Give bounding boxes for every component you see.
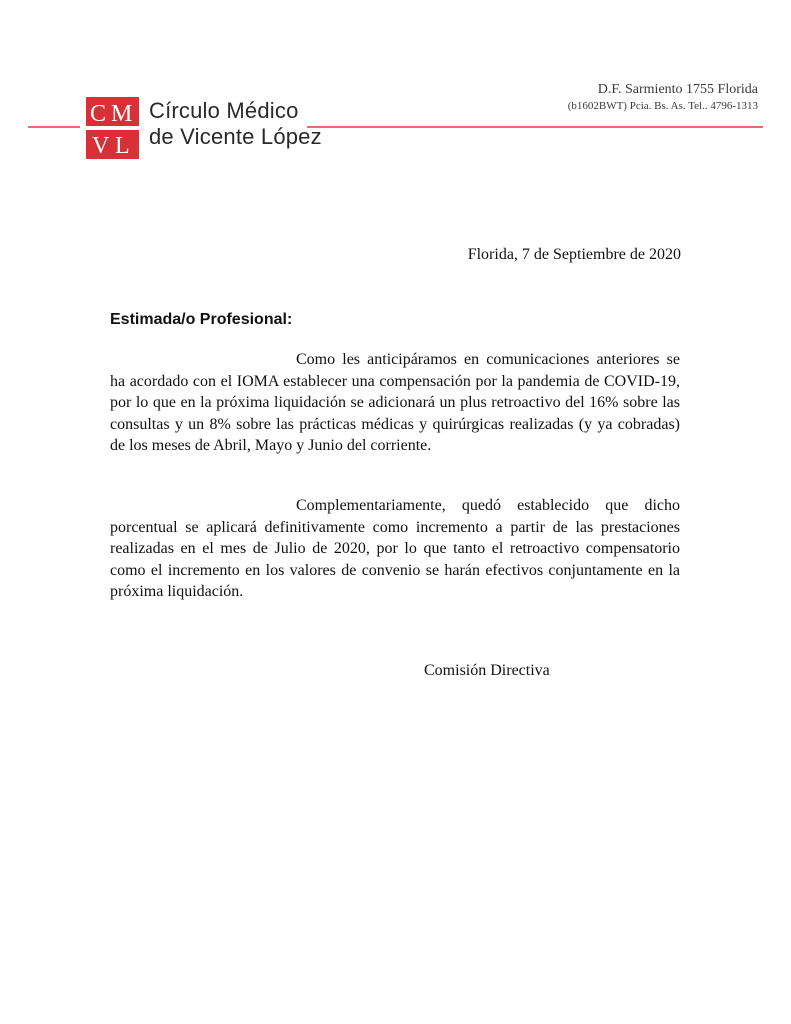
address-street: D.F. Sarmiento 1755 Florida	[597, 82, 758, 97]
organization-name	[149, 98, 322, 150]
logo-letter-l: L	[115, 133, 130, 159]
organization-name-line1: Círculo Médico	[149, 98, 299, 123]
organization-address	[568, 81, 758, 114]
cmvl-logo	[86, 97, 139, 159]
logo-letter-m: M	[111, 101, 133, 127]
letterhead-rule-right	[307, 126, 763, 128]
address-postal-phone: (b1602BWT) Pcia. Bs. As. Tel.. 4796-1313	[567, 100, 758, 112]
letter-paragraph-1: Como les anticipáramos en comunicaciones anteriores se ha acordado con el IOMA establecer una compensación por la pandemia de COVID-19, por lo que en la próxima liquidación se adicionará un plus retroactivo del 16% sobre las consultas y un 8% sobre las prácticas médicas y quirúrgicas realizadas (y ya cobradas) de los meses de Abril, Mayo y Junio del corriente.	[110, 351, 680, 455]
logo-letter-v: V	[92, 133, 110, 159]
letter-signature: Comisión Directiva	[424, 662, 550, 679]
letter-salutation: Estimada/o Profesional:	[110, 311, 293, 328]
letter-date: Florida, 7 de Septiembre de 2020	[467, 246, 681, 263]
logo-letter-c: C	[90, 101, 107, 127]
cmvl-logo-mark	[86, 97, 139, 159]
letterhead-rule-left	[28, 126, 80, 128]
organization-name-line2: de Vicente López	[149, 124, 322, 149]
letter-paragraph-2: Complementariamente, quedó establecido que dicho porcentual se aplicará definitivamente como incremento a partir de las prestaciones realizadas en el mes de Julio de 2020, por lo que tanto el retroactivo compensatorio como el incremento en los valores de convenio se harán efectivos conjuntamente en la próxima liquidación.	[110, 497, 680, 601]
